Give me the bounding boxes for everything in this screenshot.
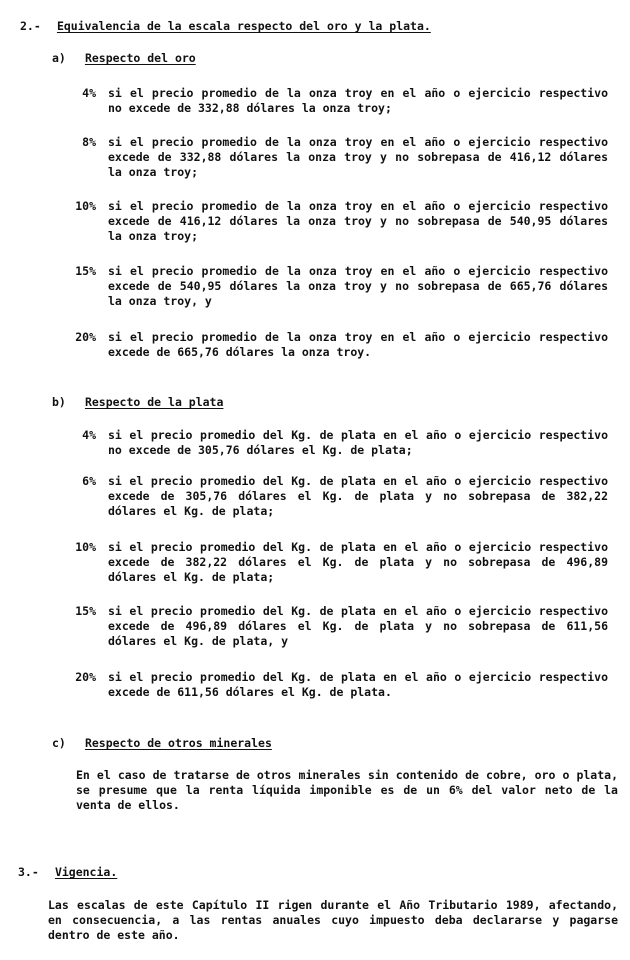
silver-item-percent: 15% bbox=[75, 604, 96, 618]
silver-subheading bbox=[52, 395, 223, 409]
gold-item-percent: 4% bbox=[82, 86, 96, 100]
section-2-heading bbox=[20, 19, 431, 33]
silver-item bbox=[60, 670, 620, 700]
silver-item-text: si el precio promedio del Kg. de plata en el año o ejercicio respectivo excede de 382,22 dólares el Kg. de plata y no sobrepasa de 496,89 dólares el Kg. de plata; bbox=[108, 540, 608, 584]
gold-item-percent: 10% bbox=[75, 199, 96, 213]
section-2-title: Equivalencia de la escala respecto del oro y la plata. bbox=[56, 19, 431, 33]
silver-item-text: si el precio promedio del Kg. de plata en el año o ejercicio respectivo excede de 496,89 dólares el Kg. de plata y no sobrepasa de 611,56 dólares el Kg. de plata, y bbox=[108, 604, 608, 648]
gold-item bbox=[60, 86, 620, 116]
gold-item-percent: 15% bbox=[75, 264, 96, 278]
gold-item bbox=[60, 135, 620, 180]
silver-item-percent: 20% bbox=[75, 670, 96, 684]
silver-item bbox=[60, 474, 620, 519]
gold-item-text: si el precio promedio de la onza troy en el año o ejercicio respectivo excede de 416,12 dólares la onza troy y no sobrepasa de 540,95 dólares la onza troy; bbox=[108, 199, 608, 243]
gold-item-text: si el precio promedio de la onza troy en el año o ejercicio respectivo excede de 540,95 dólares la onza troy y no sobrepasa de 665,76 dólares la onza troy, y bbox=[108, 264, 608, 308]
others-subheading bbox=[52, 736, 272, 750]
section-3-title: Vigencia. bbox=[54, 865, 118, 879]
silver-item-text: si el precio promedio del Kg. de plata en el año o ejercicio respectivo no excede de 305,76 dólares el Kg. de plata; bbox=[108, 428, 608, 457]
silver-item-percent: 4% bbox=[82, 428, 96, 442]
section-3-number: 3.- bbox=[18, 865, 39, 879]
gold-item-text: si el precio promedio de la onza troy en el año o ejercicio respectivo excede de 332,88 dólares la onza troy y no sobrepasa de 416,12 dólares la onza troy; bbox=[108, 135, 608, 179]
silver-item-text: si el precio promedio del Kg. de plata en el año o ejercicio respectivo excede de 611,56 dólares el Kg. de plata. bbox=[108, 670, 608, 699]
silver-item-percent: 10% bbox=[75, 540, 96, 554]
gold-item bbox=[60, 330, 620, 360]
section-2-number: 2.- bbox=[20, 19, 41, 33]
others-letter: c) bbox=[52, 736, 66, 750]
gold-item-text: si el precio promedio de la onza troy en el año o ejercicio respectivo excede de 665,76 dólares la onza troy. bbox=[108, 330, 608, 359]
others-title: Respecto de otros minerales bbox=[84, 736, 272, 750]
silver-item bbox=[60, 428, 620, 458]
gold-title: Respecto del oro bbox=[84, 51, 196, 65]
gold-item bbox=[60, 199, 620, 244]
silver-item-percent: 6% bbox=[82, 474, 96, 488]
gold-item-text: si el precio promedio de la onza troy en el año o ejercicio respectivo no excede de 332,88 dólares la onza troy; bbox=[108, 86, 608, 115]
silver-letter: b) bbox=[52, 395, 66, 409]
section-3-paragraph: Las escalas de este Capítulo II rigen durante el Año Tributario 1989, afectando, en consecuencia, a las rentas anuales cuyo impuesto deba declararse y pagarse dentro de este año. bbox=[48, 898, 618, 942]
gold-item-percent: 8% bbox=[82, 135, 96, 149]
silver-item bbox=[60, 540, 620, 585]
others-paragraph: En el caso de tratarse de otros minerales sin contenido de cobre, oro o plata, se presume que la renta líquida imponible es de un 6% del valor neto de la venta de ellos. bbox=[76, 768, 618, 812]
gold-item bbox=[60, 264, 620, 309]
silver-item-text: si el precio promedio del Kg. de plata en el año o ejercicio respectivo excede de 305,76 dólares el Kg. de plata y no sobrepasa de 382,22 dólares el Kg. de plata; bbox=[108, 474, 608, 518]
gold-subheading bbox=[52, 51, 196, 65]
gold-letter: a) bbox=[52, 51, 66, 65]
silver-title: Respecto de la plata bbox=[84, 395, 224, 409]
silver-item bbox=[60, 604, 620, 649]
gold-item-percent: 20% bbox=[75, 330, 96, 344]
section-3-heading bbox=[18, 865, 117, 879]
